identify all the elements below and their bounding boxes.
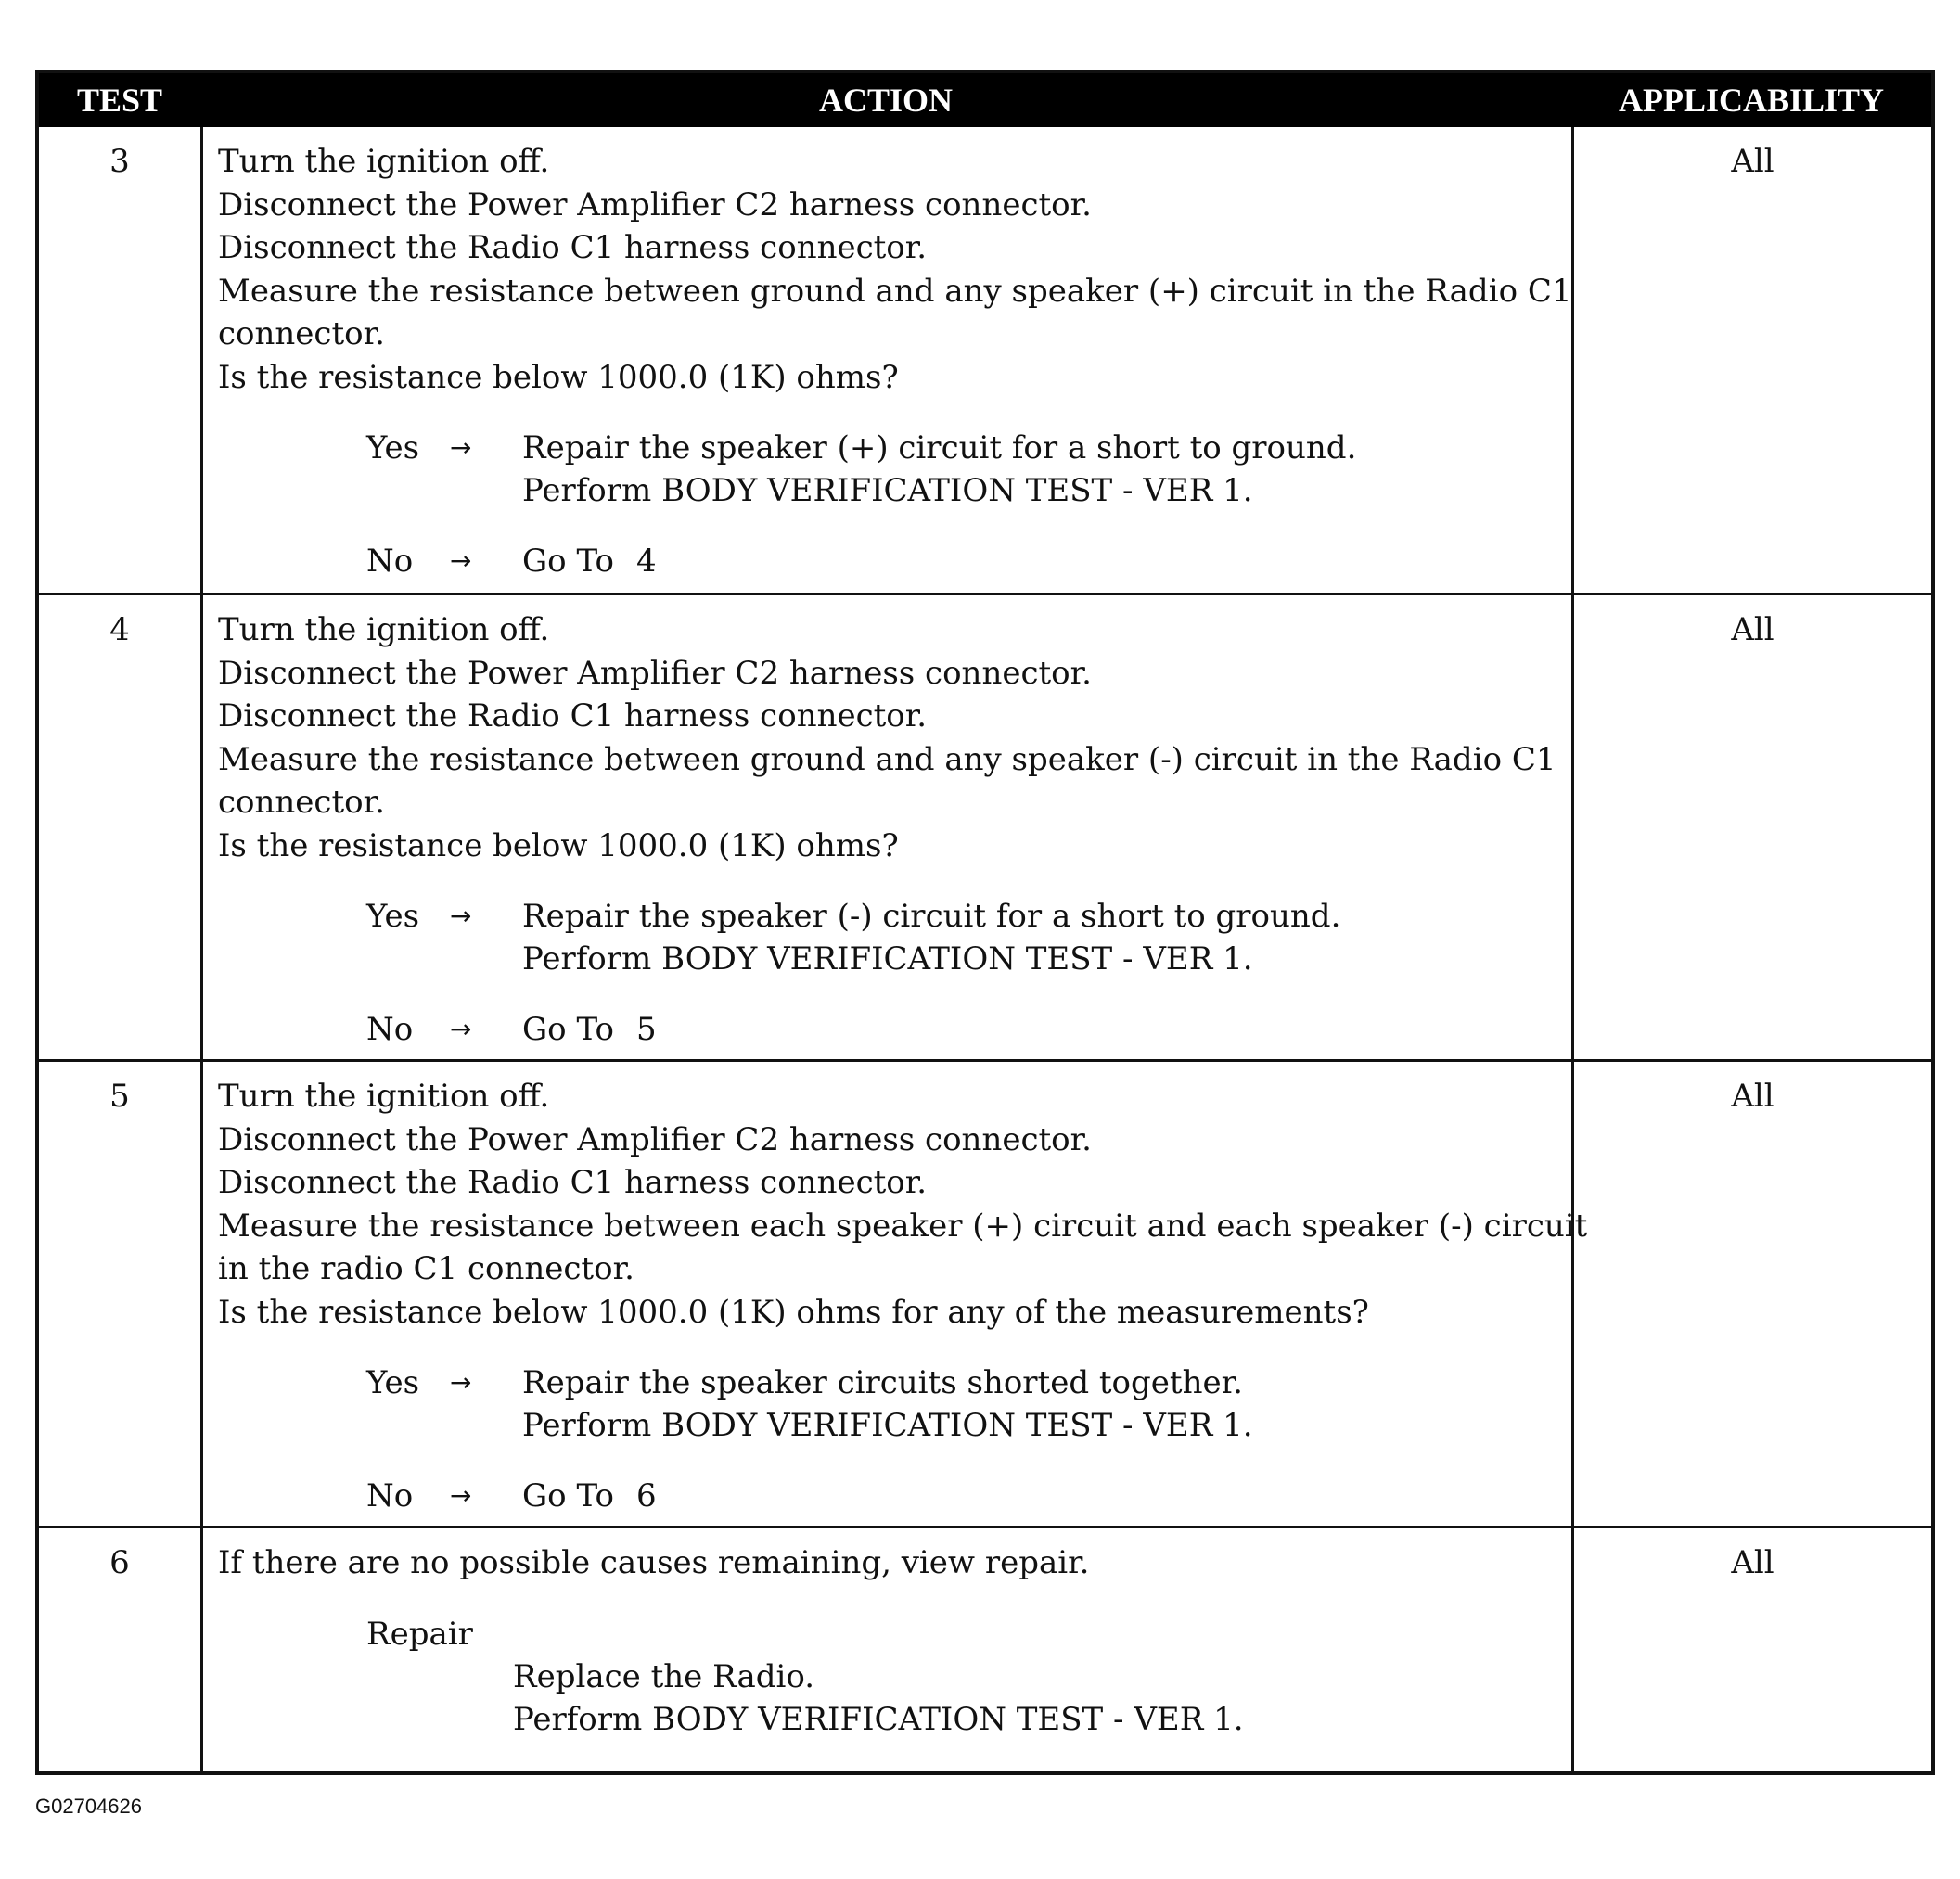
yes-result <box>218 1361 1563 1404</box>
no-label: No <box>366 1011 414 1048</box>
applicability-cell: All <box>1731 143 1774 180</box>
action-line: Is the resistance below 1000.0 (1K) ohms? <box>218 358 899 396</box>
yes-verification: Perform BODY VERIFICATION TEST - VER 1. <box>522 1407 1253 1444</box>
diagnostic-table <box>35 70 1935 1775</box>
action-line: Disconnect the Power Amplifier C2 harness connector. <box>218 185 1092 224</box>
action-line: Measure the resistance between each speaker (+) circuit and each speaker (-) circuit <box>218 1207 1588 1245</box>
no-result <box>218 1008 1563 1051</box>
go-to-label: Go To <box>522 543 614 580</box>
table-header <box>39 73 1931 127</box>
yes-label: Yes <box>366 1364 420 1401</box>
action-line: Disconnect the Radio C1 harness connector. <box>218 229 928 266</box>
no-label: No <box>366 543 414 580</box>
action-line: Turn the ignition off. <box>218 1078 550 1115</box>
test-number: 3 <box>109 143 130 180</box>
go-to-label: Go To <box>522 1011 614 1048</box>
action-line: Turn the ignition off. <box>218 143 550 180</box>
table-row <box>39 1528 1931 1775</box>
repair-label: Repair <box>366 1615 473 1653</box>
applicability-cell: All <box>1731 611 1774 648</box>
action-line: connector. <box>218 784 385 821</box>
action-line: Is the resistance below 1000.0 (1K) ohms for any of the measurements? <box>218 1293 1369 1331</box>
action-line: Measure the resistance between ground and any speaker (-) circuit in the Radio C1 <box>218 740 1556 778</box>
yes-action: Repair the speaker (-) circuit for a short to ground. <box>522 898 1341 935</box>
header-applicability: APPLICABILITY <box>1618 82 1885 119</box>
applicability-cell: All <box>1731 1078 1774 1115</box>
action-line: Turn the ignition off. <box>218 611 550 648</box>
no-result <box>218 540 1563 582</box>
table-row <box>39 595 1931 1059</box>
action-line: Disconnect the Radio C1 harness connector. <box>218 1164 928 1201</box>
go-to-number: 5 <box>635 1011 657 1048</box>
figure-id: G02704626 <box>35 1795 142 1818</box>
yes-label: Yes <box>366 429 420 467</box>
right-arrow-icon: → <box>450 1014 472 1044</box>
action-line: Is the resistance below 1000.0 (1K) ohms? <box>218 826 899 864</box>
repair-verification: Perform BODY VERIFICATION TEST - VER 1. <box>513 1700 1244 1738</box>
action-line: connector. <box>218 315 385 352</box>
go-to-label: Go To <box>522 1477 614 1515</box>
test-number: 6 <box>109 1544 130 1581</box>
right-arrow-icon: → <box>450 1480 472 1511</box>
header-action: ACTION <box>818 82 954 119</box>
action-line: Disconnect the Power Amplifier C2 harness connector. <box>218 654 1092 692</box>
action-cell <box>218 140 1572 582</box>
action-cell <box>218 1541 1563 1741</box>
right-arrow-icon: → <box>450 1367 472 1398</box>
right-arrow-icon: → <box>450 432 472 463</box>
action-line: Measure the resistance between ground and any speaker (+) circuit in the Radio C1 <box>218 272 1572 310</box>
yes-label: Yes <box>366 898 420 935</box>
yes-action: Repair the speaker circuits shorted together. <box>522 1364 1243 1401</box>
go-to-number: 6 <box>635 1477 657 1515</box>
action-line: Disconnect the Radio C1 harness connector. <box>218 697 928 735</box>
yes-action: Repair the speaker (+) circuit for a short to ground. <box>522 429 1357 467</box>
right-arrow-icon: → <box>450 545 472 576</box>
action-line: Disconnect the Power Amplifier C2 harness connector. <box>218 1120 1092 1158</box>
action-line: If there are no possible causes remaining, view repair. <box>218 1544 1090 1581</box>
action-line: in the radio C1 connector. <box>218 1250 634 1287</box>
action-cell <box>218 608 1563 1051</box>
yes-result <box>218 427 1563 469</box>
applicability-cell: All <box>1731 1544 1774 1581</box>
test-number: 4 <box>109 611 130 648</box>
action-cell <box>218 1075 1588 1517</box>
right-arrow-icon: → <box>450 901 472 931</box>
test-number: 5 <box>109 1078 130 1115</box>
no-result <box>218 1475 1563 1517</box>
yes-verification: Perform BODY VERIFICATION TEST - VER 1. <box>522 472 1253 509</box>
no-label: No <box>366 1477 414 1515</box>
repair-action: Replace the Radio. <box>513 1657 815 1695</box>
header-test: TEST <box>76 82 163 119</box>
yes-verification: Perform BODY VERIFICATION TEST - VER 1. <box>522 940 1253 978</box>
yes-result <box>218 895 1563 938</box>
table-row <box>39 1062 1931 1526</box>
go-to-number: 4 <box>635 543 657 580</box>
table-row <box>39 127 1931 593</box>
